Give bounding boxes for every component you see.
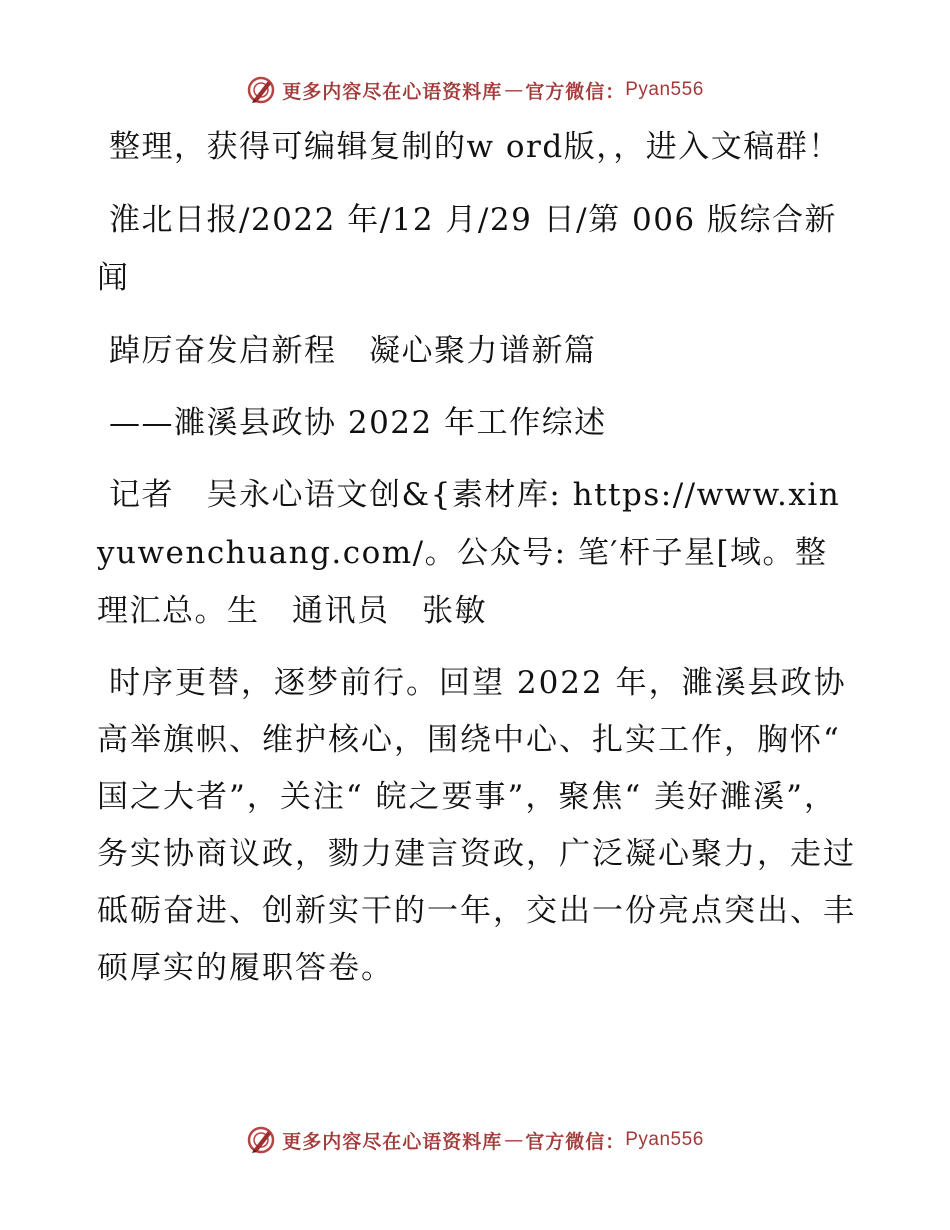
banner-wechat-handle: Pyan556 — [625, 79, 704, 100]
document-body — [97, 118, 857, 1012]
banner-wechat-label: 官方微信： — [525, 1130, 626, 1153]
banner-wechat-label: 官方微信： — [525, 80, 626, 103]
byline: 记者 吴永心语文创&{素材库: https://www.xinyuwenchuang.com/。公众号: 笔′杆子星[域。整理汇总。生 通讯员 张敏 — [97, 477, 841, 629]
body-paragraph: 时序更替，逐梦前行。回望 2022 年，濉溪县政协高举旗帜、维护核心，围绕中心、扎实工作，胸怀“ 国之大者”，关注“ 皖之要事”，聚焦“ 美好濉溪”，务实协商议政，勠力建言资政，广泛凝心聚力，走过砥砺奋进、创新实干的一年，交出一份亮点突出、丰硕厚实的履职答卷。 — [97, 665, 856, 986]
intro-paragraph: 整理，获得可编辑复制的w ord版，，进入文稿群！ — [109, 129, 841, 165]
banner-site-name: 更多内容尽在心语资料库 — [282, 80, 503, 103]
article-title: 踔厉奋发启新程 凝心聚力谱新篇 — [109, 333, 597, 369]
banner-wechat-handle: Pyan556 — [625, 1129, 704, 1150]
source-line: 淮北日报/2022 年/12 月/29 日/第 006 版综合新闻 — [97, 202, 838, 296]
header-banner — [0, 70, 950, 110]
footer-banner — [0, 1120, 950, 1160]
banner-site-name: 更多内容尽在心语资料库 — [282, 1130, 503, 1153]
banner-separator: — — [504, 79, 524, 101]
pen-logo-icon — [246, 1125, 276, 1155]
article-subtitle: ——濉溪县政协 2022 年工作综述 — [109, 405, 607, 441]
pen-logo-icon — [246, 75, 276, 105]
banner-separator: — — [504, 1129, 524, 1151]
